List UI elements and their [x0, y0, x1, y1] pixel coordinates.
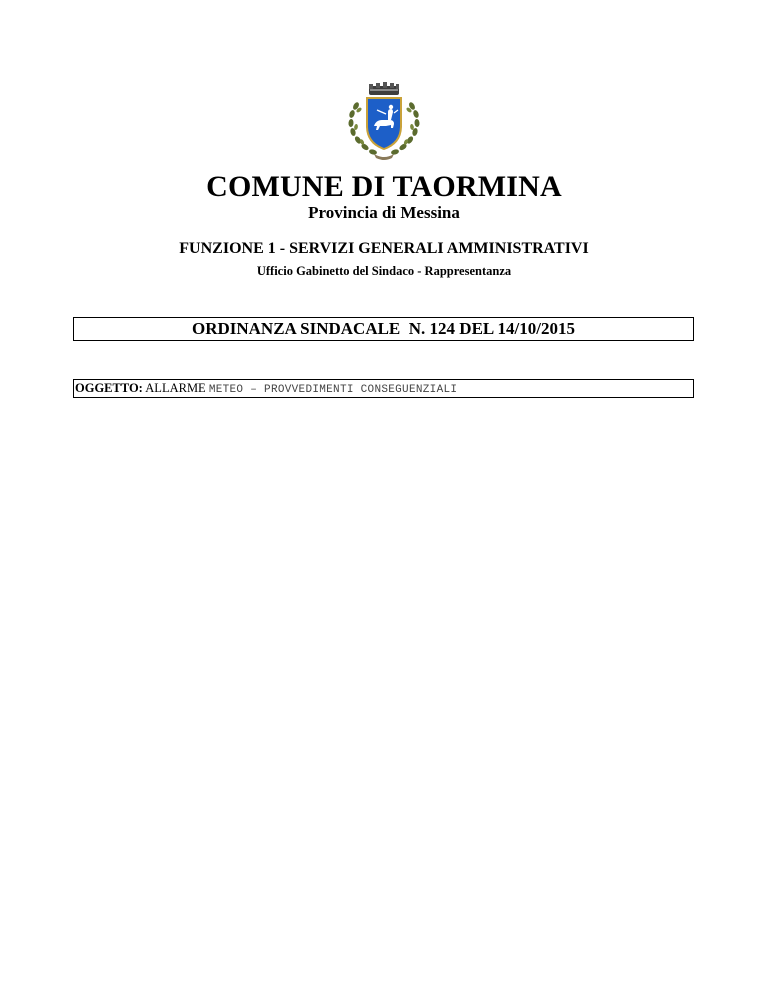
taormina-coat-of-arms-icon: [336, 80, 432, 162]
province-subtitle: Provincia di Messina: [308, 203, 460, 222]
subject-label: OGGETTO:: [75, 381, 143, 395]
page-title: COMUNE DI TAORMINA: [206, 170, 562, 203]
subject-text: METEO – PROVVEDIMENTI CONSEGUENZIALI: [208, 384, 458, 396]
subject-first-word: ALLARME: [145, 381, 206, 395]
subject-box: [73, 379, 694, 398]
crown-icon: [369, 82, 399, 95]
ordinance-label: ORDINANZA SINDACALE N. 124 DEL 14/10/2015: [191, 319, 576, 338]
office-heading: Ufficio Gabinetto del Sindaco - Rappresentanza: [256, 264, 512, 278]
department-heading: FUNZIONE 1 - SERVIZI GENERALI AMMINISTRATIVI: [179, 240, 589, 257]
ordinance-number-box: [73, 317, 694, 341]
shield-icon: [366, 97, 402, 150]
